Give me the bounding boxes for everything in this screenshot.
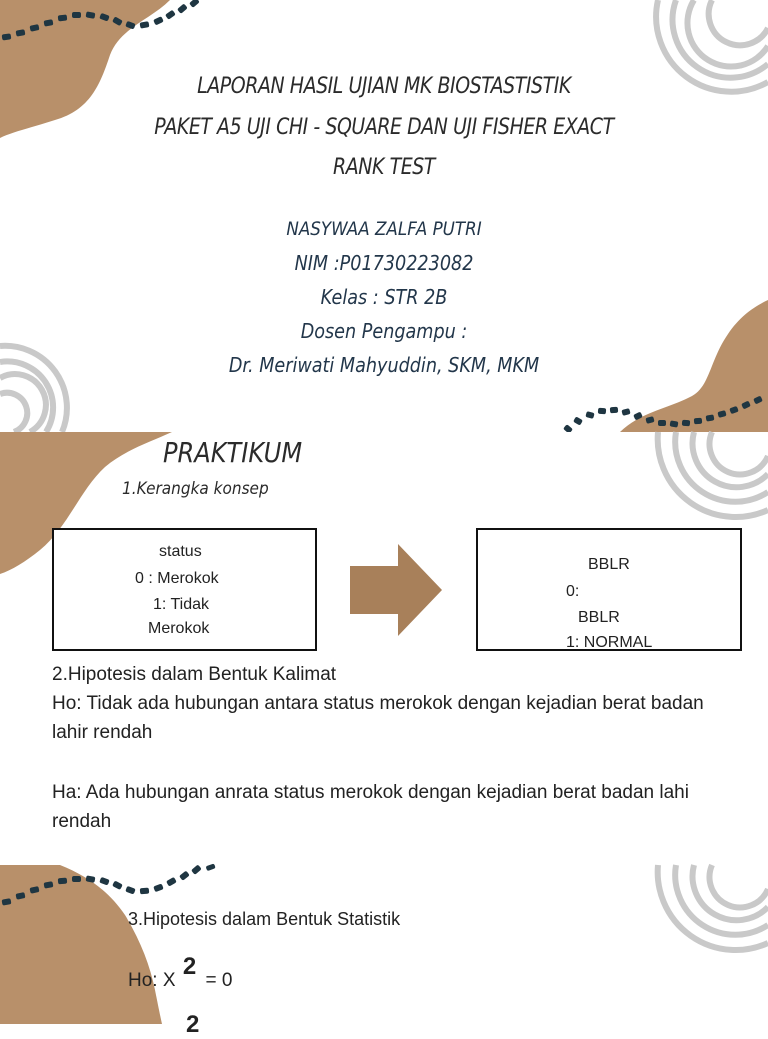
status-line-4: Merokok: [148, 620, 210, 637]
status-line-3: 1: Tidak: [153, 596, 210, 613]
section-1-heading: 1.Kerangka konsep: [122, 479, 269, 499]
concept-box-status: [52, 528, 317, 651]
bblr-line-1: BBLR: [588, 556, 630, 573]
student-class: Kelas : STR 2B: [320, 285, 448, 309]
bblr-line-2: 0:: [566, 583, 580, 600]
student-nim: NIM :P01730223082: [294, 251, 474, 275]
status-line-1: status: [159, 543, 202, 560]
statistical-hypothesis-ho: [128, 953, 233, 993]
grey-rings-right: [650, 432, 768, 514]
hypothesis-ha-sentence: Ha: Ada hubungan anrata status merokok dengan kejadian berat badan lahi rendah: [52, 782, 689, 832]
ho-suffix: = 0: [205, 970, 233, 991]
status-line-2: 0 : Merokok: [135, 570, 219, 587]
bblr-line-3: BBLR: [578, 609, 620, 626]
praktikum-page: [0, 432, 768, 865]
report-title-line-2: PAKET A5 UJI CHI - SQUARE DAN UJI FISHER EXACT: [154, 115, 614, 140]
lecturer-name: Dr. Meriwati Mahyuddin, SKM, MKM: [228, 353, 540, 377]
cover-page: [0, 0, 768, 432]
report-title-line-3: RANK TEST: [333, 155, 435, 180]
ho-prefix: Ho: X: [128, 970, 176, 991]
concept-box-bblr: [476, 528, 742, 651]
student-name: NASYWAA ZALFA PUTRI: [286, 218, 482, 240]
statistik-page: [0, 865, 768, 1038]
grey-rings-top-right-p3: [650, 865, 768, 947]
superscript-two: 2: [182, 953, 197, 980]
section-3-heading: 3.Hipotesis dalam Bentuk Statistik: [128, 909, 401, 929]
right-arrow-icon: [350, 544, 444, 636]
praktikum-heading: PRAKTIKUM: [163, 436, 303, 469]
lecturer-label: Dosen Pengampu :: [300, 319, 468, 343]
superscript-two-cutoff: 2: [186, 1011, 200, 1038]
tan-blob-top-left-p3: [0, 865, 240, 1024]
hypothesis-ho-sentence: Ho: Tidak ada hubungan antara status merokok dengan kejadian berat badan lahir rendah: [52, 693, 704, 743]
report-title-line-1: LAPORAN HASIL UJIAN MK BIOSTASTISTIK: [197, 74, 571, 99]
bblr-line-4: 1: NORMAL: [566, 634, 653, 651]
section-2-heading: 2.Hipotesis dalam Bentuk Kalimat: [52, 664, 337, 685]
